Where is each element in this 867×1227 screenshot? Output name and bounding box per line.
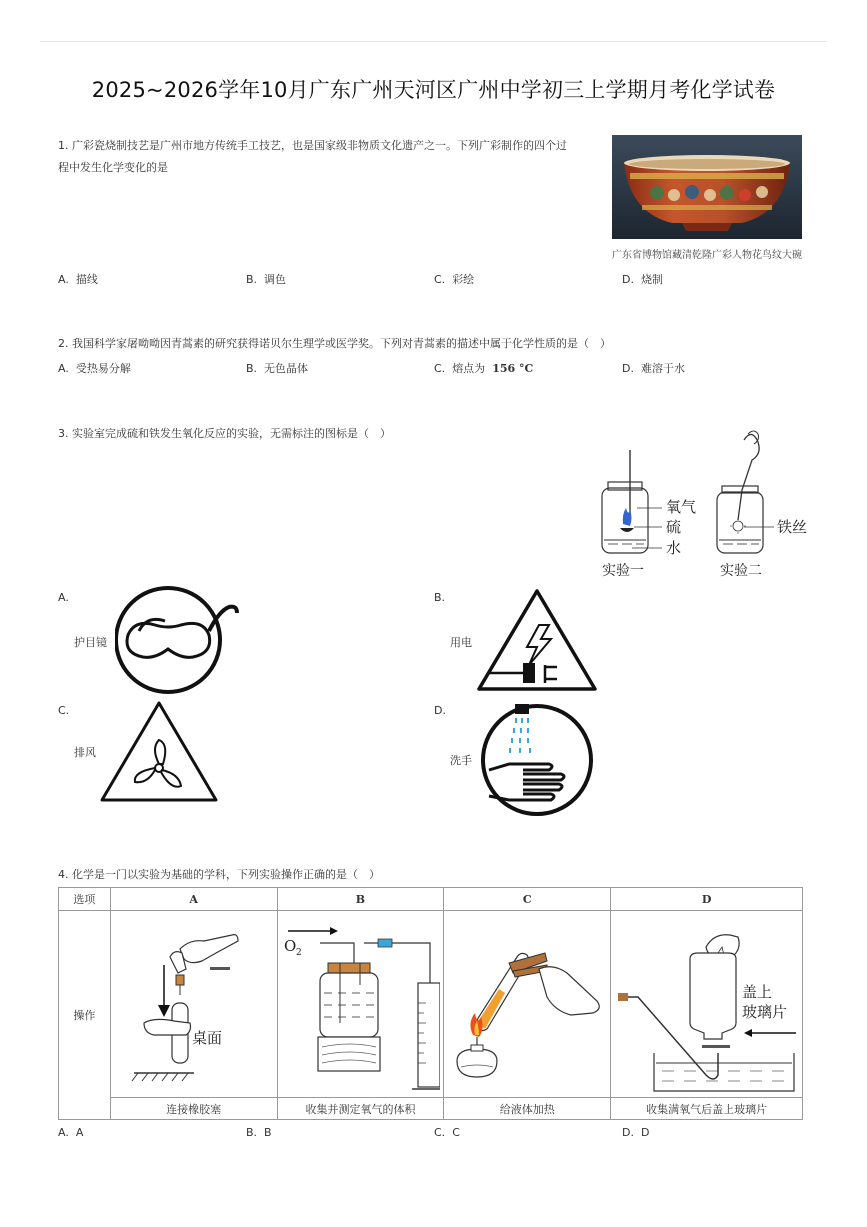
page-title: 2025~2026学年10月广东广州天河区广州中学初三上学期月考化学试卷 <box>91 78 776 102</box>
q4-option-b[interactable]: B. B <box>246 1126 272 1139</box>
q1-option-c[interactable]: C. 彩绘 <box>434 273 475 286</box>
label-exp1: 实验一 <box>602 563 644 579</box>
q1-option-a[interactable]: A. 描线 <box>58 273 98 286</box>
q1-option-b[interactable]: B. 调色 <box>246 273 287 286</box>
q3-option-a-text: 护目镜 <box>74 636 107 649</box>
cell-d-figure <box>611 911 803 1098</box>
table-row-label: 操作 <box>59 911 111 1120</box>
label-sulfur: 硫 <box>666 518 682 536</box>
label-iron: 铁丝 <box>777 518 808 536</box>
q3-option-c-text: 排风 <box>74 746 96 759</box>
q2-option-a[interactable]: A. 受热易分解 <box>58 362 131 375</box>
header-divider <box>40 41 827 42</box>
cell-b-figure <box>277 911 444 1098</box>
label-oxygen: 氧气 <box>666 498 697 516</box>
caption-b: 收集并测定氧气的体积 <box>277 1098 444 1120</box>
ventilation-fan-icon <box>99 700 219 804</box>
caption-d: 收集满氧气后盖上玻璃片 <box>611 1098 803 1120</box>
heating-liquid-figure <box>447 913 607 1093</box>
caption-c: 给液体加热 <box>444 1098 611 1120</box>
label-exp2: 实验二 <box>720 563 762 579</box>
porcelain-bowl-image <box>612 135 802 239</box>
table-header-a: A <box>110 888 277 911</box>
q4-option-a[interactable]: A. A <box>58 1126 84 1139</box>
q4-option-c[interactable]: C. C <box>434 1126 460 1139</box>
q2-option-b[interactable]: B. 无色晶体 <box>246 362 309 375</box>
q2-option-d[interactable]: D. 难溶于水 <box>622 362 685 375</box>
q3-option-d-text: 洗手 <box>450 754 472 767</box>
oxygen-volume-figure <box>280 913 440 1093</box>
label-o2-sub: 2 <box>296 947 303 958</box>
q3-option-d-letter[interactable]: D. <box>434 704 446 717</box>
question-2: 2. 我国科学家屠呦呦因青蒿素的研究获得诺贝尔生理学或医学奖。下列对青蒿素的描述中属于化学性质的是（ ） <box>58 337 611 350</box>
caption-a: 连接橡胶塞 <box>110 1098 277 1120</box>
label-cover-1: 盖上 <box>742 982 773 1001</box>
label-o2: O <box>284 936 297 955</box>
table-header-d: D <box>611 888 803 911</box>
q4-option-d[interactable]: D. D <box>622 1126 650 1139</box>
table-row-operation <box>59 911 803 1098</box>
electricity-icon <box>475 587 600 695</box>
cell-c-figure <box>444 911 611 1098</box>
table-header-b: B <box>277 888 444 911</box>
question-3: 3. 实验室完成硫和铁发生氧化反应的实验，无需标注的图标是（ ） <box>58 427 391 440</box>
table-header-c: C <box>444 888 611 911</box>
question-1-line-2: 程中发生化学变化的是 <box>58 161 168 174</box>
q1-option-d[interactable]: D. 烧制 <box>622 273 663 286</box>
table-header-row <box>59 888 803 911</box>
question-1 <box>58 135 598 179</box>
q3-option-b-text: 用电 <box>450 636 472 649</box>
q3-option-a-letter[interactable]: A. <box>58 591 69 604</box>
label-water: 水 <box>666 539 682 557</box>
q2-option-c[interactable]: C. 熔点为 156 °C <box>434 362 534 375</box>
goggles-icon <box>115 585 240 695</box>
question-4: 4. 化学是一门以实验为基础的学科，下列实验操作正确的是（ ） <box>58 868 380 881</box>
question-1-line-1: 1. 广彩瓷烧制技艺是广州市地方传统手工技艺，也是国家级非物质文化遗产之一。下列广彩制作的四个过 <box>58 139 567 152</box>
cell-a-figure <box>110 911 277 1098</box>
rubber-stopper-figure <box>114 913 274 1093</box>
q3-option-b-letter[interactable]: B. <box>434 591 446 604</box>
table-row-captions <box>59 1098 803 1120</box>
q4-operations-table <box>58 887 803 1120</box>
melting-point-value: 156 °C <box>492 362 534 375</box>
sulfur-iron-experiment-figure <box>592 420 817 585</box>
label-desk: 桌面 <box>191 1028 222 1047</box>
bowl-caption: 广东省博物馆藏清乾隆广彩人物花鸟纹大碗 <box>612 250 802 261</box>
q3-option-c-letter[interactable]: C. <box>58 704 70 717</box>
hand-washing-icon <box>479 700 597 818</box>
table-header-option: 选项 <box>59 888 111 911</box>
collect-oxygen-figure <box>614 913 799 1093</box>
label-cover-2: 玻璃片 <box>742 1002 788 1021</box>
